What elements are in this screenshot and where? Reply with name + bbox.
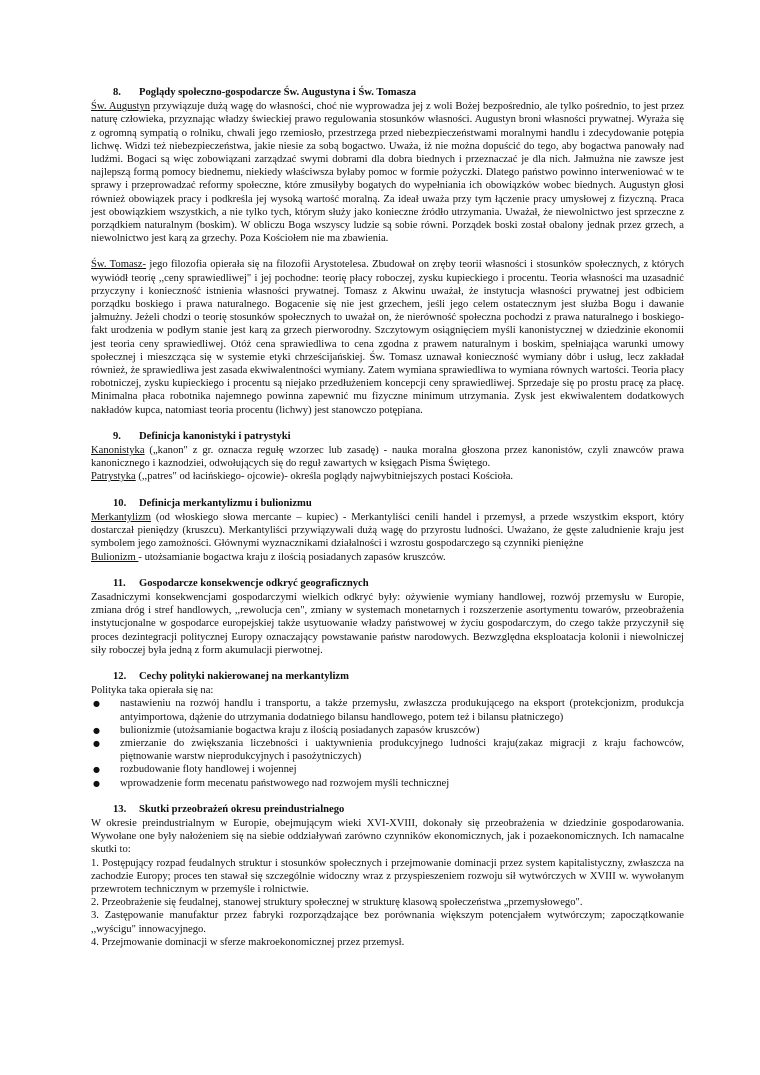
paragraph: Merkantylizm (od włoskiego słowa mercante – kupiec) - Merkantyliści cenili handel i przemysł, a przede wszystkim eksport, który dostarczał pieniędzy (kruszcu). Merkantyliści przywiązywali dużą wagę do przyrostu ludności. Uważano, że gęste zaludnienie kraju jest symbolem jego zamożności. Głównymi wyznacznikami działalności i wzrostu gospodarczego są czynniki pieniężne xyxy=(91,511,684,550)
section-9 xyxy=(91,430,684,484)
term-label: Patrystyka xyxy=(91,471,136,483)
paragraph: 4. Przejmowanie dominacji w sferze makroekonomicznej przez przemysł. xyxy=(91,936,405,948)
bullet-icon: ● xyxy=(93,765,100,775)
list-item: ● rozbudowanie floty handlowej i wojennej xyxy=(93,764,297,776)
paragraph: 2. Przeobrażenie się feudalnej, stanowej struktury społecznej w strukturę klasową społeczeństwa „przemysłowego". xyxy=(91,897,583,909)
bullet-icon: ● xyxy=(93,699,100,709)
term-label: Św. Augustyn xyxy=(91,101,151,113)
paragraph: Bulionizm - utożsamianie bogactwa kraju z ilością posiadanych zapasów kruszców. xyxy=(91,551,446,563)
section-10 xyxy=(91,497,684,564)
list-item: ● zmierzanie do zwiększania liczebności i uaktywnienia produkcyjnego ludności kraju(zakaz migracji z kraju fachowców, piętnowanie warstw nieprodukcyjnych i pasożytniczych) xyxy=(93,737,684,763)
paragraph: Zasadniczymi konsekwencjami gospodarczymi wielkich odkryć były: ożywienie wymiany handlowej, rozwój przemysłu w Europie, zmiana dróg i stref handlowych, ,,rewolucja cen", zmiany w systemach monetarnych i rozszerzenie asortymentu towarów, przeobrażenia instytucjonalne w gospodarce europejskiej także usytuowanie władzy państwowej w życiu gospodarczym, do czego także przyczynił się proces dezintegracji politycznej Europy oznaczający powstawanie państw narodowych. Bezwzględna eksploatacja kolonii i niewolniczej siły roboczej była jedną z form akumulacji pierwotnej. xyxy=(91,591,684,656)
term-label: Kanonistyka xyxy=(91,445,145,457)
section-12 xyxy=(91,670,684,790)
paragraph: Św. Tomasz- jego filozofia opierała się na filozofii Arystotelesa. Zbudował on zręby teorii własności i stosunków społecznych, z których wywiódł teorię ,,ceny sprawiedliwej" i jej pochodne: teorię płacy roboczej, zysku kupieckiego i procentu. Teoria własności ma uzasadnić przyczyny i konieczność istnienia własności prywatnej. Tomasz z Akwinu uważał, że instytucja własności prywatnej jest odbiciem porządku boskiego i prawa naturalnego. Bogacenie się nie jest grzechem, jeśli jego celem ostatecznym jest służba Bogu i dawanie jałmużny. Jeżeli chodzi o teorię stosunków społecznych to uważał on, że nierówność społeczna pochodzi z prawa naturalnego i boskiego- fakt urodzenia w podłym stanie jest karą za grzech pierworodny. Szczytowym osiągnięciem myśli kanonistycznej w dziedzinie ekonomii jest teoria ceny sprawiedliwej. Otóż cena sprawiedliwa to cena zgodna z prawem naturalnym i boskim, spełniająca warunki umowy społecznej i mieszcząca się w systemie etyki chrześcijańskiej. Św. Tomasz uznawał konieczność wymiany dóbr i usług, lecz zakładał również, że sprawiedliwa jest zasada ekwiwalentności wymiany. Zatem wymiana sprawiedliwa to wymiana równych wartości. Teoria płacy robotniczej, zysku kupieckiego i procentu są niejako przedłużeniem koncepcji ceny sprawiedliwej. Sprzedaje się po prostu pracę za płacę. Minimalna płaca robotnika najemnego powinna zapewnić mu fizyczne minimum utrzymania. Zysk jest ekwiwalentem dodatkowych nakładów kupca, natomiast teoria procentu (lichwy) jest stanowczo potępiana. xyxy=(91,259,684,416)
bullet-icon: ● xyxy=(93,778,100,788)
section-13 xyxy=(91,803,684,949)
bullet-icon: ● xyxy=(93,738,100,748)
list-item: ● nastawieniu na rozwój handlu i transportu, a także przemysłu, zwłaszcza produkującego na eksport (protekcjonizm, produkcja antyimportowa, dążenie do utrzymania dodatniego bilansu handlowego, potem też i bilansu płatniczego) xyxy=(93,698,684,723)
paragraph: Kanonistyka („kanon" z gr. oznacza regułę wzorzec lub zasadę) - nauka moralna głoszona przez kanonistów, czyli znawców prawa kanonicznego i kaznodziei, odwołujących się do reguł zawartych w księgach Pisma Świętego. xyxy=(91,445,684,470)
section-11 xyxy=(91,577,684,657)
section-heading: 13. Skutki przeobrażeń okresu preindustrialnego xyxy=(113,803,345,815)
section-8 xyxy=(91,86,684,417)
section-heading: 9. Definicja kanonistyki i patrystyki xyxy=(113,430,291,442)
section-heading: 11. Gospodarcze konsekwencje odkryć geograficznych xyxy=(113,577,369,589)
paragraph: 3. Zastępowanie manufaktur przez fabryki rozporządzające bez porównania większym potencjałem wytwórczym; zapoczątkowanie ,,wyścigu" innowacyjnego. xyxy=(91,910,684,935)
paragraph: W okresie preindustrialnym w Europie, obejmującym wieki XVI-XVIII, dokonały się przeobrażenia w dziedzinie gospodarowania. Wywołane one były nałożeniem się na siebie oddziaływań zarówno czynników ekonomicznych, jak i pozaekonomicznych. Ich namacalne skutki to: xyxy=(91,817,684,856)
section-heading: 8. Poglądy społeczno-gospodarcze Św. Augustyna i Św. Tomasza xyxy=(113,87,417,98)
list-item: ● wprowadzenie form mecenatu państwowego nad rozwojem myśli technicznej xyxy=(93,777,450,789)
term-label: Bulionizm xyxy=(91,551,139,563)
paragraph: Św. Augustyn przywiązuje dużą wagę do własności, choć nie wyprowadza jej z woli Bożej bezpośrednio, ale tylko pośrednio, to jest przez naturę człowieka, przyznając władzy świeckiej prawo regulowania stosunków własności. Augustyn broni własności prywatnej. Wyraża się z ogromną sympatią o rolniku, chwali jego rzemiosło, przestrzega przed niebezpieczeństwami moralnymi handlu i zdecydowanie potępia lichwę. Widzi też niebezpieczeństwa, jakie niesie za sobą bogactwo. Uważa, iż nie można dopuścić do tego, aby bogactwa panowały nad ludźmi. Bogaci są więc zobowiązani zarządzać swymi dobrami dla dobra biednych i przeznaczać je dla nich. Jałmużna nie zawsze jest najlepszą formą pomocy biednemu, niekiedy właściwsza byłaby pomoc w formie pożyczki. Dlatego państwo powinno interweniować w te sprawy i przeprowadzać reformy społeczne, które zmusiłyby bogatych do wypełniania ich obowiązków wobec biednych. Augustyn głosi również obowiązek pracy i podkreśla jej wysoką wartość moralną. Za ideał uważa przy tym łączenie pracy umysłowej z fizyczną. Praca jest obowiązkiem wszystkich, a nie tylko tych, którym służy jako konieczne źródło utrzymania. Uważał, że niewolnictwo jest sprzeczne z porządkiem naturalnym (boskim). W obliczu Boga wszyscy ludzie są sobie równi. Porządek boski został obalony jednak przez grzech, a niewolnictwo jest karą za grzechy. Poza Kościołem nie ma zbawienia. xyxy=(91,101,684,245)
term-label: Św. Tomasz- xyxy=(91,259,147,271)
bullet-icon: ● xyxy=(93,725,100,735)
term-label: Merkantylizm xyxy=(91,511,152,523)
list-item: ● bulionizmie (utożsamianie bogactwa kraju z ilością posiadanych zapasów kruszców) xyxy=(93,724,480,736)
bullet-list xyxy=(91,697,684,789)
list-intro: Polityka taka opierała się na: xyxy=(91,685,214,697)
section-heading: 10. Definicja merkantylizmu i bulionizmu xyxy=(113,497,312,509)
paragraph: 1. Postępujący rozpad feudalnych struktur i stosunków społecznych i przejmowanie dominacji przez system kapitalistyczny, zwłaszcza na zachodzie Europy; proces ten stawał się szczególnie widoczny wraz z przyspieszeniem rozwoju sił wytwórczych w XVIII w. wywołanym przewrotem technicznym w przemyśle i rolnictwie. xyxy=(91,857,684,895)
paragraph: Patrystyka (,,patres" od łacińskiego- ojcowie)- określa poglądy najwybitniejszych postaci Kościoła. xyxy=(91,471,514,483)
section-heading: 12. Cechy polityki nakierowanej na merkantylizm xyxy=(113,670,349,682)
